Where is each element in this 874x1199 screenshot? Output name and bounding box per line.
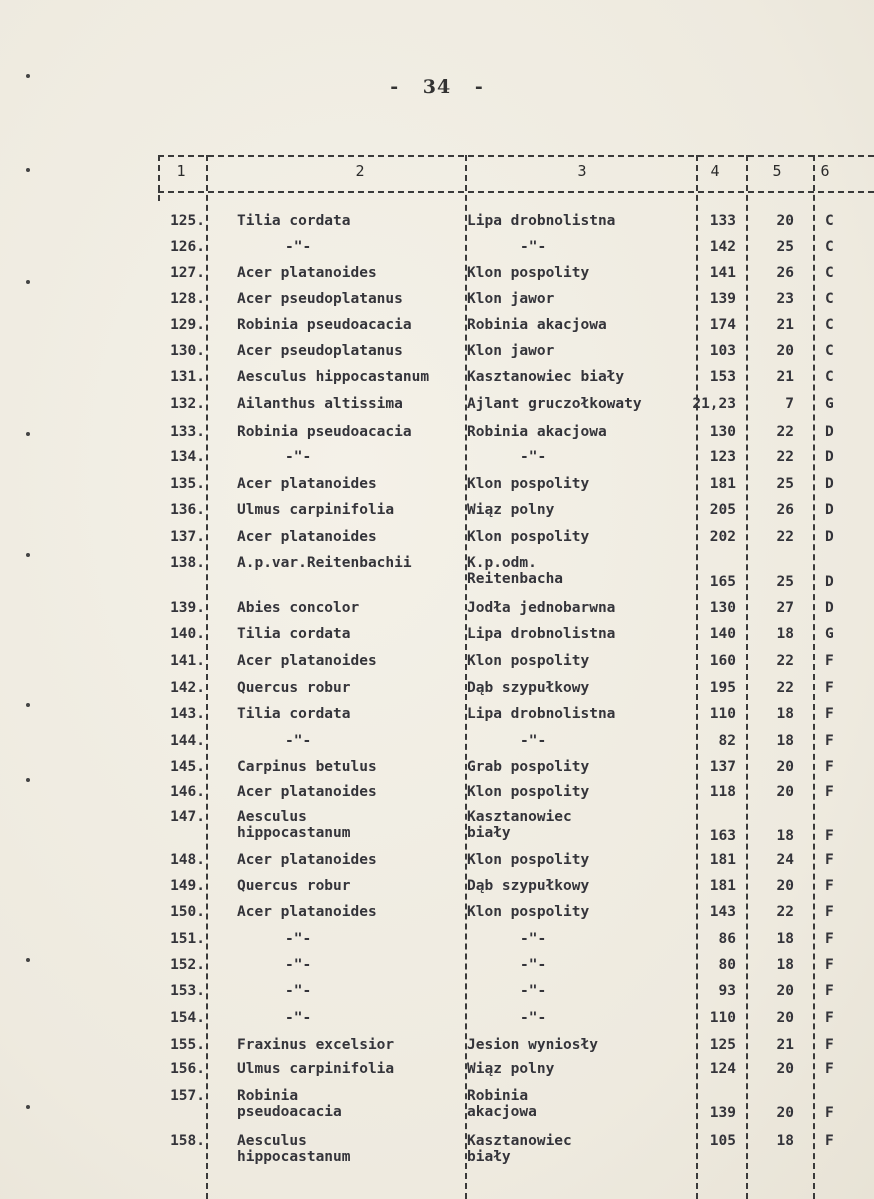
value-col-5: 20 bbox=[776, 983, 794, 999]
column-rule bbox=[746, 155, 748, 1199]
row-number: 137. bbox=[170, 529, 205, 545]
value-col-4: 82 bbox=[718, 733, 736, 749]
value-col-4: 181 bbox=[709, 878, 736, 894]
latin-name: Acer platanoides bbox=[237, 852, 377, 868]
category-col-6: C bbox=[825, 369, 834, 385]
category-col-6: D bbox=[825, 476, 834, 492]
polish-name: Dąb szypułkowy bbox=[467, 680, 590, 696]
category-col-6: G bbox=[825, 626, 834, 642]
category-col-6: F bbox=[825, 1133, 834, 1149]
value-col-4: 174 bbox=[709, 317, 736, 333]
column-header-5: 5 bbox=[772, 162, 782, 180]
row-number: 132. bbox=[170, 396, 205, 412]
polish-name: K.p.odm. bbox=[467, 555, 537, 571]
ditto-mark: -"- bbox=[285, 449, 312, 465]
latin-name: Ailanthus altissima bbox=[237, 396, 403, 412]
category-col-6: D bbox=[825, 449, 834, 465]
value-col-4: 202 bbox=[709, 529, 736, 545]
value-col-5: 18 bbox=[776, 1133, 794, 1149]
value-col-5: 20 bbox=[776, 759, 794, 775]
latin-name: Acer platanoides bbox=[237, 476, 377, 492]
ditto-mark: -"- bbox=[285, 733, 312, 749]
category-col-6: D bbox=[825, 600, 834, 616]
value-col-5: 22 bbox=[776, 424, 794, 440]
polish-name: Klon pospolity bbox=[467, 265, 590, 281]
latin-name: Acer platanoides bbox=[237, 784, 377, 800]
category-col-6: G bbox=[825, 396, 834, 412]
value-col-4: 80 bbox=[718, 957, 736, 973]
category-col-6: F bbox=[825, 1010, 834, 1026]
row-number: 136. bbox=[170, 502, 205, 518]
value-col-5: 18 bbox=[776, 957, 794, 973]
value-col-4: 181 bbox=[709, 476, 736, 492]
row-number: 140. bbox=[170, 626, 205, 642]
value-col-4: 110 bbox=[709, 706, 736, 722]
latin-name: Quercus robur bbox=[237, 680, 351, 696]
value-col-4: 118 bbox=[709, 784, 736, 800]
row-number: 146. bbox=[170, 784, 205, 800]
category-col-6: F bbox=[825, 931, 834, 947]
ditto-mark: -"- bbox=[520, 449, 547, 465]
polish-name: Klon jawor bbox=[467, 291, 555, 307]
polish-name: Ajlant gruczołkowaty bbox=[467, 396, 642, 412]
value-col-5: 26 bbox=[776, 502, 794, 518]
column-header-1: 1 bbox=[176, 162, 186, 180]
polish-name: Wiąz polny bbox=[467, 1061, 555, 1077]
latin-name: Robinia pseudoacacia bbox=[237, 424, 412, 440]
value-col-4: 141 bbox=[709, 265, 736, 281]
latin-name: Abies concolor bbox=[237, 600, 360, 616]
category-col-6: F bbox=[825, 706, 834, 722]
row-number: 128. bbox=[170, 291, 205, 307]
row-number: 145. bbox=[170, 759, 205, 775]
polish-name: Robinia akacjowa bbox=[467, 424, 607, 440]
row-number: 155. bbox=[170, 1037, 205, 1053]
polish-name: Jesion wyniosły bbox=[467, 1037, 598, 1053]
polish-name: Kasztanowiec bbox=[467, 1133, 572, 1149]
latin-name: Aesculus hippocastanum bbox=[237, 369, 430, 385]
polish-name: Wiąz polny bbox=[467, 502, 555, 518]
ditto-mark: -"- bbox=[520, 957, 547, 973]
latin-name: hippocastanum bbox=[237, 1149, 351, 1165]
value-col-4: 195 bbox=[709, 680, 736, 696]
ditto-mark: -"- bbox=[285, 931, 312, 947]
value-col-5: 21 bbox=[776, 1037, 794, 1053]
value-col-4: 205 bbox=[709, 502, 736, 518]
value-col-4: 130 bbox=[709, 424, 736, 440]
value-col-5: 21 bbox=[776, 369, 794, 385]
value-col-4: 142 bbox=[709, 239, 736, 255]
value-col-4: 139 bbox=[709, 291, 736, 307]
column-rule bbox=[158, 155, 160, 201]
row-number: 131. bbox=[170, 369, 205, 385]
category-col-6: F bbox=[825, 1105, 834, 1121]
row-number: 125. bbox=[170, 213, 205, 229]
latin-name: Aesculus bbox=[237, 809, 307, 825]
polish-name: Kasztanowiec bbox=[467, 809, 572, 825]
value-col-4: 110 bbox=[709, 1010, 736, 1026]
column-rule bbox=[206, 155, 208, 1199]
row-number: 127. bbox=[170, 265, 205, 281]
latin-name: Tilia cordata bbox=[237, 213, 351, 229]
value-col-5: 20 bbox=[776, 784, 794, 800]
ditto-mark: -"- bbox=[285, 957, 312, 973]
category-col-6: F bbox=[825, 653, 834, 669]
latin-name: A.p.var.Reitenbachii bbox=[237, 555, 412, 571]
value-col-4: 137 bbox=[709, 759, 736, 775]
row-number: 135. bbox=[170, 476, 205, 492]
value-col-4: 93 bbox=[718, 983, 736, 999]
value-col-4: 123 bbox=[709, 449, 736, 465]
value-col-5: 18 bbox=[776, 733, 794, 749]
row-number: 156. bbox=[170, 1061, 205, 1077]
value-col-4: 103 bbox=[709, 343, 736, 359]
row-number: 149. bbox=[170, 878, 205, 894]
category-col-6: F bbox=[825, 1061, 834, 1077]
polish-name: akacjowa bbox=[467, 1104, 537, 1120]
row-number: 139. bbox=[170, 600, 205, 616]
value-col-5: 22 bbox=[776, 680, 794, 696]
value-col-5: 22 bbox=[776, 449, 794, 465]
polish-name: Dąb szypułkowy bbox=[467, 878, 590, 894]
category-col-6: F bbox=[825, 852, 834, 868]
table-top-rule bbox=[158, 155, 874, 157]
value-col-5: 25 bbox=[776, 239, 794, 255]
row-number: 134. bbox=[170, 449, 205, 465]
value-col-4: 105 bbox=[709, 1133, 736, 1149]
row-number: 129. bbox=[170, 317, 205, 333]
column-header-3: 3 bbox=[577, 162, 587, 180]
row-number: 148. bbox=[170, 852, 205, 868]
value-col-5: 20 bbox=[776, 343, 794, 359]
row-number: 147. bbox=[170, 809, 205, 825]
value-col-4: 163 bbox=[709, 828, 736, 844]
category-col-6: D bbox=[825, 502, 834, 518]
polish-name: Lipa drobnolistna bbox=[467, 626, 616, 642]
value-col-5: 18 bbox=[776, 931, 794, 947]
value-col-5: 20 bbox=[776, 1010, 794, 1026]
polish-name: Klon pospolity bbox=[467, 653, 590, 669]
polish-name: Kasztanowiec biały bbox=[467, 369, 625, 385]
latin-name: Ulmus carpinifolia bbox=[237, 502, 395, 518]
value-col-4: 139 bbox=[709, 1105, 736, 1121]
value-col-5: 20 bbox=[776, 213, 794, 229]
polish-name: Klon pospolity bbox=[467, 784, 590, 800]
page-number: - 34 - bbox=[390, 76, 484, 98]
category-col-6: F bbox=[825, 759, 834, 775]
value-col-5: 7 bbox=[785, 396, 794, 412]
polish-name: biały bbox=[467, 825, 511, 841]
ditto-mark: -"- bbox=[520, 733, 547, 749]
row-number: 151. bbox=[170, 931, 205, 947]
polish-name: Jodła jednobarwna bbox=[467, 600, 616, 616]
category-col-6: C bbox=[825, 265, 834, 281]
latin-name: Tilia cordata bbox=[237, 626, 351, 642]
polish-name: Robinia akacjowa bbox=[467, 317, 607, 333]
value-col-5: 22 bbox=[776, 529, 794, 545]
latin-name: Fraxinus excelsior bbox=[237, 1037, 395, 1053]
latin-name: Tilia cordata bbox=[237, 706, 351, 722]
category-col-6: F bbox=[825, 828, 834, 844]
latin-name: Acer platanoides bbox=[237, 904, 377, 920]
value-col-5: 21 bbox=[776, 317, 794, 333]
ditto-mark: -"- bbox=[520, 983, 547, 999]
value-col-5: 20 bbox=[776, 1061, 794, 1077]
ditto-mark: -"- bbox=[520, 931, 547, 947]
polish-name: Robinia bbox=[467, 1088, 529, 1104]
value-col-5: 27 bbox=[776, 600, 794, 616]
category-col-6: D bbox=[825, 574, 834, 590]
polish-name: Klon pospolity bbox=[467, 904, 590, 920]
latin-name: Robinia bbox=[237, 1088, 299, 1104]
column-header-6: 6 bbox=[820, 162, 830, 180]
category-col-6: F bbox=[825, 878, 834, 894]
value-col-5: 25 bbox=[776, 476, 794, 492]
category-col-6: C bbox=[825, 343, 834, 359]
polish-name: Grab pospolity bbox=[467, 759, 590, 775]
polish-name: Klon pospolity bbox=[467, 529, 590, 545]
latin-name: hippocastanum bbox=[237, 825, 351, 841]
category-col-6: C bbox=[825, 213, 834, 229]
row-number: 152. bbox=[170, 957, 205, 973]
category-col-6: F bbox=[825, 733, 834, 749]
latin-name: Ulmus carpinifolia bbox=[237, 1061, 395, 1077]
value-col-4: 165 bbox=[709, 574, 736, 590]
value-col-5: 22 bbox=[776, 653, 794, 669]
latin-name: Acer pseudoplatanus bbox=[237, 343, 403, 359]
value-col-4: 125 bbox=[709, 1037, 736, 1053]
category-col-6: C bbox=[825, 291, 834, 307]
polish-name: biały bbox=[467, 1149, 511, 1165]
polish-name: Lipa drobnolistna bbox=[467, 213, 616, 229]
value-col-4: 130 bbox=[709, 600, 736, 616]
value-col-4: 143 bbox=[709, 904, 736, 920]
category-col-6: F bbox=[825, 784, 834, 800]
category-col-6: F bbox=[825, 680, 834, 696]
category-col-6: F bbox=[825, 1037, 834, 1053]
ditto-mark: -"- bbox=[520, 1010, 547, 1026]
table-header-rule bbox=[158, 191, 874, 193]
row-number: 142. bbox=[170, 680, 205, 696]
value-col-4: 86 bbox=[718, 931, 736, 947]
value-col-4: 181 bbox=[709, 852, 736, 868]
row-number: 143. bbox=[170, 706, 205, 722]
category-col-6: D bbox=[825, 424, 834, 440]
category-col-6: F bbox=[825, 983, 834, 999]
category-col-6: D bbox=[825, 529, 834, 545]
value-col-4: 153 bbox=[709, 369, 736, 385]
polish-name: Klon pospolity bbox=[467, 476, 590, 492]
row-number: 141. bbox=[170, 653, 205, 669]
category-col-6: F bbox=[825, 904, 834, 920]
value-col-5: 20 bbox=[776, 878, 794, 894]
row-number: 158. bbox=[170, 1133, 205, 1149]
ditto-mark: -"- bbox=[285, 983, 312, 999]
category-col-6: F bbox=[825, 957, 834, 973]
value-col-5: 24 bbox=[776, 852, 794, 868]
polish-name: Lipa drobnolistna bbox=[467, 706, 616, 722]
ditto-mark: -"- bbox=[285, 239, 312, 255]
column-header-4: 4 bbox=[710, 162, 720, 180]
value-col-4: 124 bbox=[709, 1061, 736, 1077]
row-number: 157. bbox=[170, 1088, 205, 1104]
ditto-mark: -"- bbox=[285, 1010, 312, 1026]
value-col-5: 25 bbox=[776, 574, 794, 590]
latin-name: Acer platanoides bbox=[237, 529, 377, 545]
latin-name: Robinia pseudoacacia bbox=[237, 317, 412, 333]
category-col-6: C bbox=[825, 317, 834, 333]
value-col-5: 18 bbox=[776, 626, 794, 642]
value-col-4: 21,23 bbox=[692, 396, 736, 412]
polish-name: Klon jawor bbox=[467, 343, 555, 359]
column-header-2: 2 bbox=[355, 162, 365, 180]
row-number: 150. bbox=[170, 904, 205, 920]
ditto-mark: -"- bbox=[520, 239, 547, 255]
latin-name: Acer platanoides bbox=[237, 265, 377, 281]
value-col-5: 20 bbox=[776, 1105, 794, 1121]
value-col-5: 26 bbox=[776, 265, 794, 281]
value-col-5: 22 bbox=[776, 904, 794, 920]
column-rule bbox=[813, 155, 815, 1199]
row-number: 138. bbox=[170, 555, 205, 571]
value-col-5: 23 bbox=[776, 291, 794, 307]
latin-name: Acer platanoides bbox=[237, 653, 377, 669]
row-number: 133. bbox=[170, 424, 205, 440]
value-col-4: 160 bbox=[709, 653, 736, 669]
value-col-4: 133 bbox=[709, 213, 736, 229]
row-number: 154. bbox=[170, 1010, 205, 1026]
polish-name: Klon pospolity bbox=[467, 852, 590, 868]
category-col-6: C bbox=[825, 239, 834, 255]
latin-name: Acer pseudoplatanus bbox=[237, 291, 403, 307]
value-col-5: 18 bbox=[776, 828, 794, 844]
polish-name: Reitenbacha bbox=[467, 571, 564, 587]
row-number: 153. bbox=[170, 983, 205, 999]
row-number: 126. bbox=[170, 239, 205, 255]
row-number: 144. bbox=[170, 733, 205, 749]
value-col-5: 18 bbox=[776, 706, 794, 722]
latin-name: Aesculus bbox=[237, 1133, 307, 1149]
row-number: 130. bbox=[170, 343, 205, 359]
value-col-4: 140 bbox=[709, 626, 736, 642]
latin-name: Quercus robur bbox=[237, 878, 351, 894]
latin-name: pseudoacacia bbox=[237, 1104, 342, 1120]
latin-name: Carpinus betulus bbox=[237, 759, 377, 775]
